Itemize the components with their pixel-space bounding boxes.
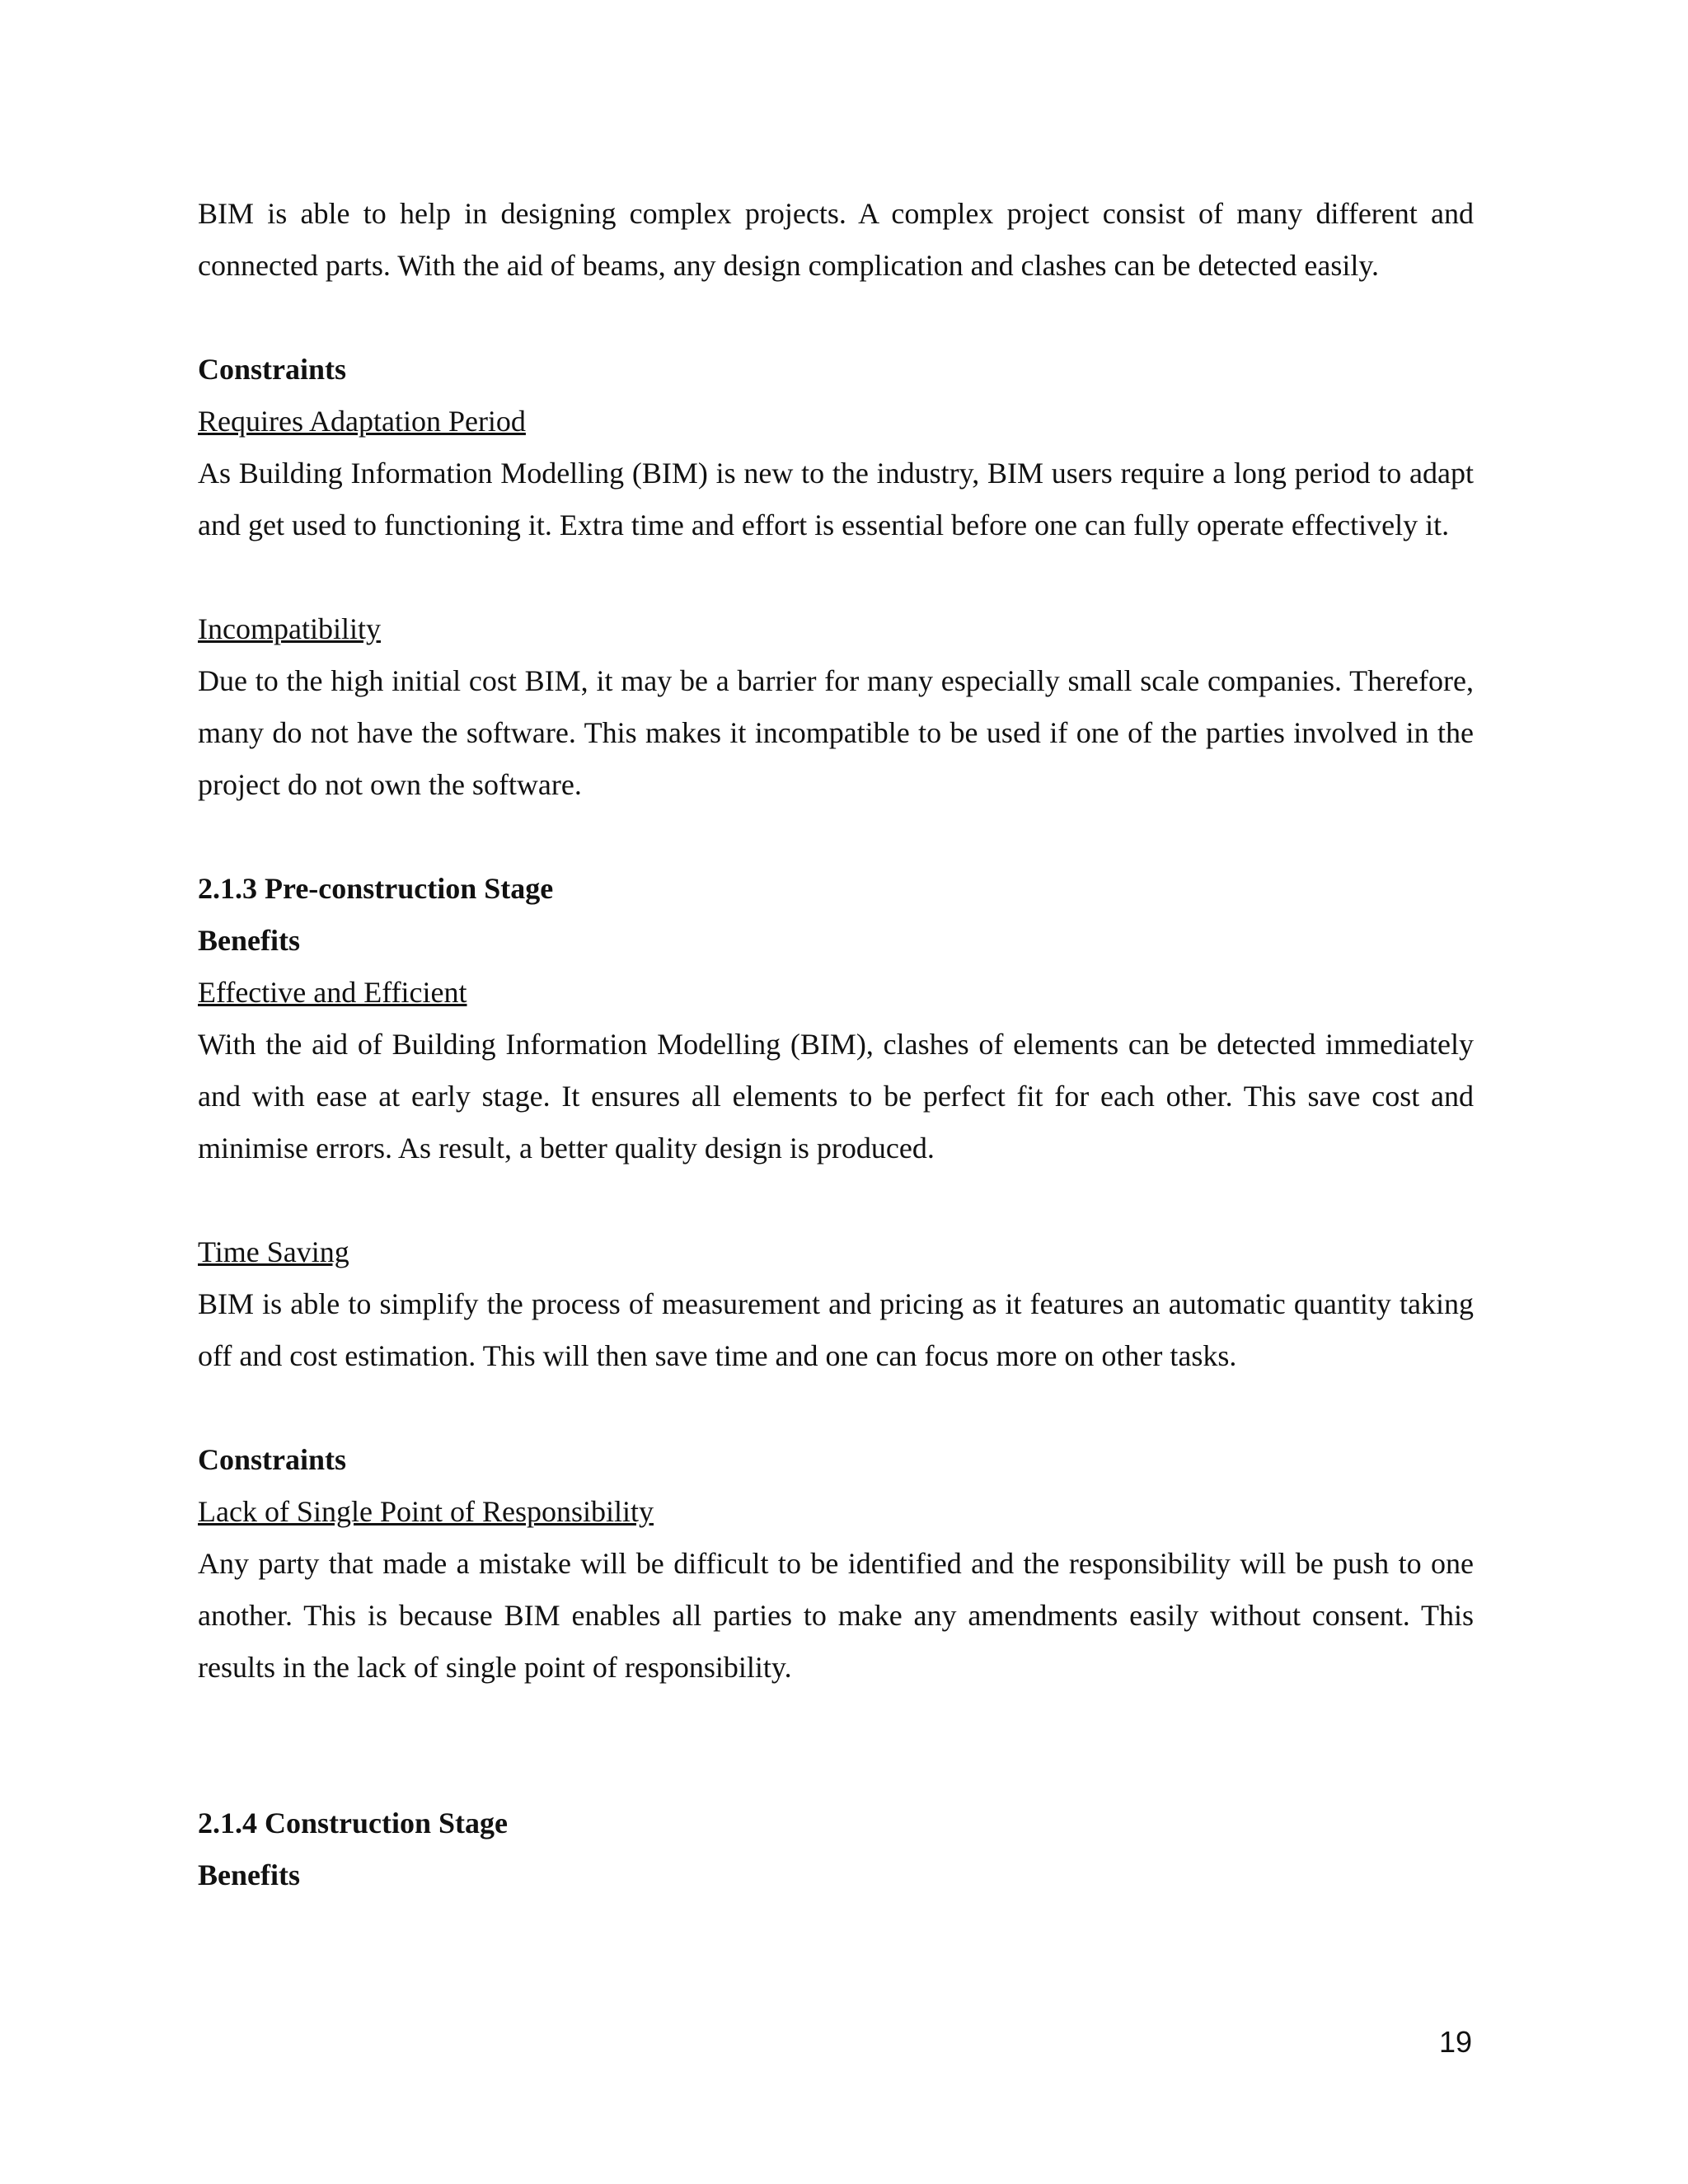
adaptation-period-paragraph: As Building Information Modelling (BIM) is new to the industry, BIM users require a long period to adapt and get used to functioning it. Extra time and effort is essential before one can fully operate effectively it.	[198, 457, 1474, 541]
spacer	[198, 1694, 1474, 1797]
time-saving-paragraph: BIM is able to simplify the process of measurement and pricing as it features an automatic quantity taking off and cost estimation. This will then save time and one can focus more on other tasks.	[198, 1287, 1474, 1372]
effective-efficient-title: Effective and Efficient	[198, 976, 467, 1009]
time-saving-title: Time Saving	[198, 1235, 349, 1268]
benefits-heading: Benefits	[198, 924, 300, 957]
section-title-pre-construction: 2.1.3 Pre-construction Stage	[198, 872, 554, 905]
incompatibility-title: Incompatibility	[198, 612, 381, 645]
intro-paragraph: BIM is able to help in designing complex projects. A complex project consist of many different and connected parts. With the aid of beams, any design complication and clashes can be detected easily.	[198, 197, 1474, 282]
spacer	[198, 1382, 1474, 1434]
page-number: 19	[1438, 2025, 1472, 2059]
constraints-heading: Constraints	[198, 353, 347, 386]
responsibility-paragraph: Any party that made a mistake will be difficult to be identified and the responsibility will be push to one another. This is because BIM enables all parties to make any amendments easily without consent. This results in the lack of single point of responsibility.	[198, 1547, 1474, 1684]
effective-efficient-paragraph: With the aid of Building Information Modelling (BIM), clashes of elements can be detected immediately and with ease at early stage. It ensures all elements to be perfect fit for each other. This save cost and minimise errors. As result, a better quality design is produced.	[198, 1028, 1474, 1165]
section-title-construction: 2.1.4 Construction Stage	[198, 1807, 508, 1840]
spacer	[198, 551, 1474, 603]
benefits-heading: Benefits	[198, 1858, 300, 1891]
spacer	[198, 292, 1474, 344]
responsibility-title: Lack of Single Point of Responsibility	[198, 1495, 654, 1528]
adaptation-period-title: Requires Adaptation Period	[198, 405, 526, 438]
spacer	[198, 1174, 1474, 1226]
constraints-heading: Constraints	[198, 1443, 347, 1476]
spacer	[198, 811, 1474, 863]
page-content	[198, 188, 1474, 1901]
incompatibility-paragraph: Due to the high initial cost BIM, it may be a barrier for many especially small scale companies. Therefore, many do not have the software. This makes it incompatible to be used if one of the parties involved in the project do not own the software.	[198, 664, 1474, 801]
